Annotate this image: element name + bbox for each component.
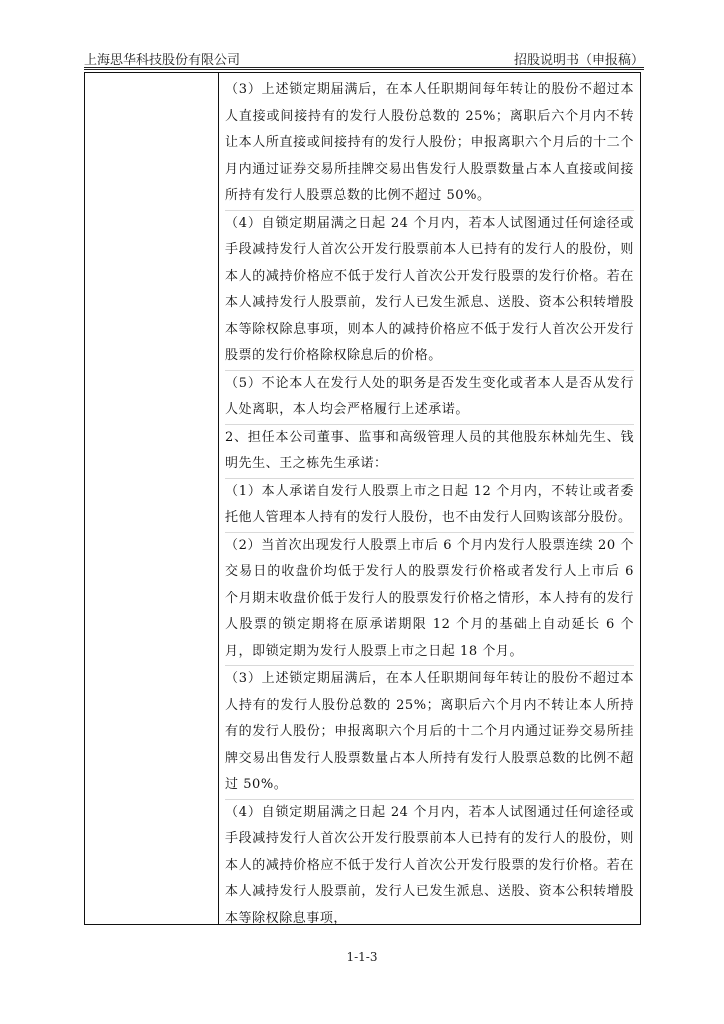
- paragraph-3: （5）不论本人在发行人处的职务是否发生变化或者本人是否从发行人处离职，本人均会严格履行上述承诺。: [225, 370, 634, 424]
- paragraph-7: （3）上述锁定期届满后，在本人任职期间每年转让的股份不超过本人持有的发行人股份总数的 25%；离职后六个月内不转让本人所持有的发行人股份；申报离职六个月后的十二个月内通过证券交易所挂牌交易出售发行人股票数量占本人所持有发行人股票总数的比例不超过 50%。: [225, 665, 634, 799]
- paragraph-8: （4）自锁定期届满之日起 24 个月内，若本人试图通过任何途径或手段减持发行人首次公开发行股票前本人已持有的发行人的股份，则本人的减持价格应不低于发行人首次公开发行股票的发行价格。若在本人减持发行人股票前，发行人已发生派息、送股、资本公积转增股本等除权除息事项，: [225, 799, 634, 933]
- page-number: 1-1-3: [346, 950, 378, 964]
- page-header: [84, 47, 644, 67]
- paragraph-1: （3）上述锁定期届满后，在本人任职期间每年转让的股份不超过本人直接或间接持有的发行人股份总数的 25%；离职后六个月内不转让本人所直接或间接持有的发行人股份；申报离职六个月后的十二个月内通过证券交易所挂牌交易出售发行人股票数量占本人直接或间接所持有发行人股票总数的比例不超过 50%。: [225, 82, 634, 203]
- company-name: 上海思华科技股份有限公司: [84, 53, 241, 68]
- document-title: 招股说明书（申报稿）: [513, 53, 644, 68]
- paragraph-6: （2）当首次出现发行人股票上市后 6 个月内发行人股票连续 20 个交易日的收盘价均低于发行人的股票发行价格或者发行人上市后 6 个月期末收盘价低于发行人的股票发行价格之情形，本人持有的发行人股票的锁定期将在原承诺期限 12 个月的基础上自动延长 6 个月，即锁定期为发行人股票上市之日起 18 个月。: [225, 532, 634, 666]
- commitment-content: [225, 77, 634, 932]
- paragraph-2: （4）自锁定期届满之日起 24 个月内，若本人试图通过任何途径或手段减持发行人首次公开发行股票前本人已持有的发行人的股份，则本人的减持价格应不低于发行人首次公开发行股票的发行价格。若在本人减持发行人股票前，发行人已发生派息、送股、资本公积转增股本等除权除息事项，则本人的减持价格应不低于发行人首次公开发行股票的发行价格除权除息后的价格。: [225, 210, 634, 370]
- header-rule: [84, 67, 644, 70]
- paragraph-4: 2、担任本公司董事、监事和高级管理人员的其他股东林灿先生、钱明先生、王之栋先生承诺：: [225, 424, 634, 478]
- commitment-table: [84, 72, 641, 925]
- paragraph-5: （1）本人承诺自发行人股票上市之日起 12 个月内，不转让或者委托他人管理本人持有的发行人股份，也不由发行人回购该部分股份。: [225, 478, 634, 532]
- column-divider: [218, 73, 219, 924]
